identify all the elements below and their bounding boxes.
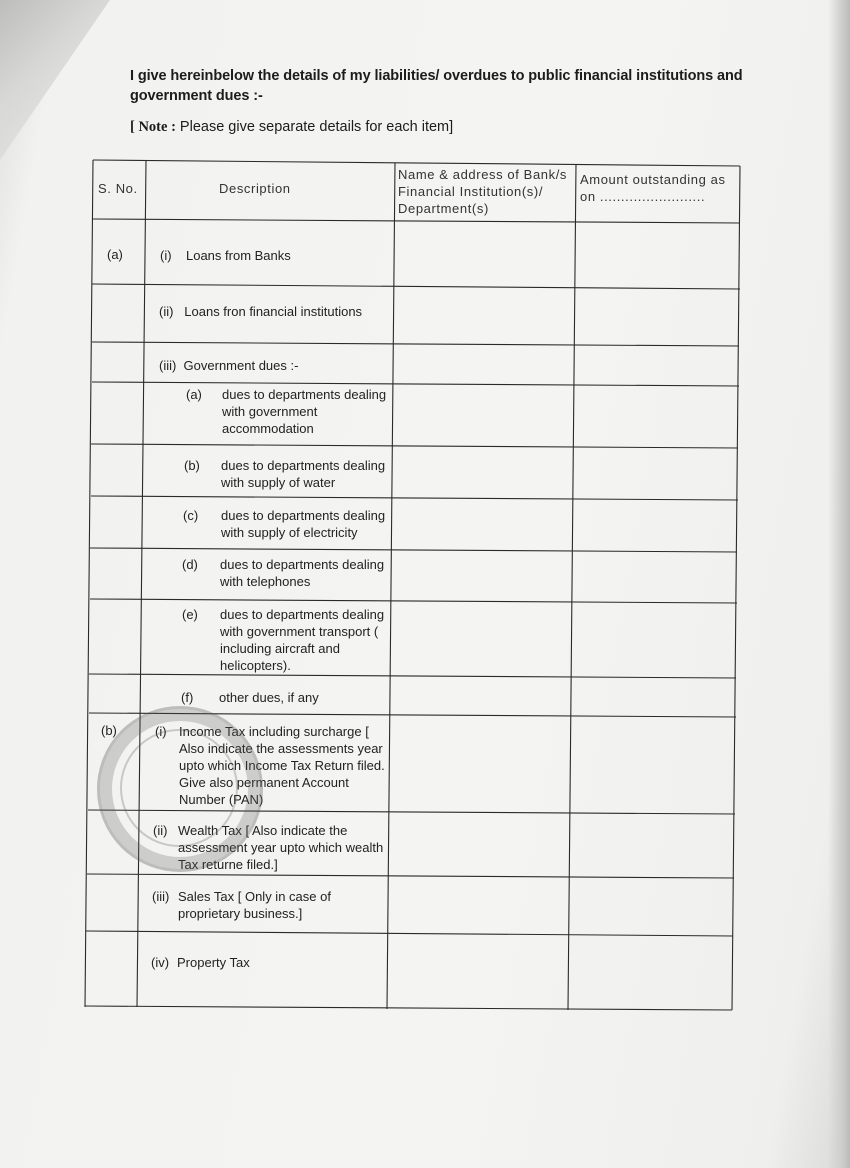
row-loans-from-banks: (i) Loans from Banks: [160, 248, 291, 263]
row-label-b-ii: (ii): [153, 823, 168, 838]
row-dues-accommodation: dues to departments dealing with government accommodation: [222, 387, 387, 436]
row-label-a-iii-b: (b): [184, 458, 200, 473]
header-sno: S. No.: [98, 181, 138, 196]
row-loans-financial-institutions: (ii) Loans fron financial institutions: [159, 304, 363, 319]
header-name-address: Name & address of Bank/s Financial Institution(s)/ Department(s): [398, 167, 568, 216]
row-other-dues: other dues, if any: [219, 690, 319, 705]
header-description: Description: [219, 181, 291, 196]
row-label-a: (a): [107, 247, 123, 262]
row-dues-water: dues to departments dealing with supply of water: [221, 458, 386, 490]
row-sales-tax: Sales Tax [ Only in case of proprietary business.]: [178, 889, 331, 921]
row-label-b: (b): [101, 723, 117, 738]
row-income-tax: Income Tax including surcharge [ Also indicate the assessments year upto which Income Tax Return filed. Give also permanent Account Number (PAN): [179, 724, 385, 807]
note-text: Please give separate details for each item]: [175, 119, 454, 135]
note-label: [ Note :: [130, 119, 176, 135]
row-label-b-iv: (iv): [151, 955, 170, 970]
row-dues-electricity: dues to departments dealing with supply of electricity: [221, 508, 386, 540]
row-label-a-iii-f: (f): [181, 690, 194, 705]
intro-statement: I give hereinbelow the details of my liabilities/ overdues to public financial institutions and government dues :-: [130, 68, 743, 104]
row-dues-telephones: dues to departments dealing with telephones: [220, 557, 385, 589]
row-label-a-iii-e: (e): [182, 607, 198, 622]
row-dues-transport: dues to departments dealing with government transport ( including aircraft and helicopters).: [220, 607, 385, 673]
official-stamp-inner-ring: [120, 729, 238, 847]
row-government-dues: (iii) Government dues :-: [159, 358, 299, 373]
official-stamp-image: [97, 706, 263, 872]
note-line: [130, 117, 453, 137]
row-label-a-iii-a: (a): [186, 387, 202, 402]
header-amount: Amount outstanding as on .........................: [580, 172, 726, 204]
page-fold-shadow: [0, 0, 110, 160]
row-label-b-i: (i): [155, 724, 167, 739]
page-edge-shadow: [828, 0, 850, 1168]
row-wealth-tax: Wealth Tax [ Also indicate the assessment year upto which wealth Tax returne filed.]: [178, 823, 384, 872]
row-property-tax: Property Tax: [177, 955, 250, 970]
row-label-b-iii: (iii): [152, 889, 170, 904]
row-label-a-iii-d: (d): [182, 557, 198, 572]
row-label-a-iii-c: (c): [183, 508, 199, 523]
